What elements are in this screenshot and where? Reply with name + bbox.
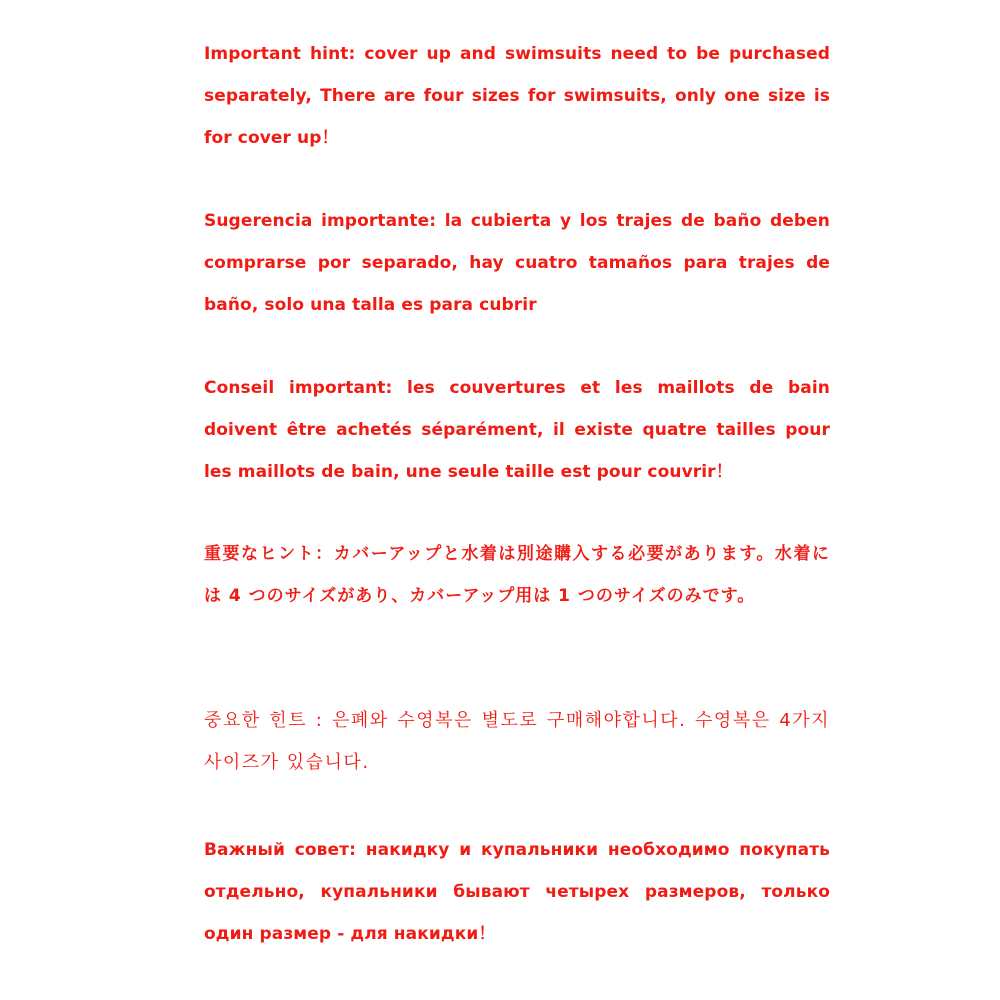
notice-english: Important hint: cover up and swimsuits need to be purchased separately, There are four sizes for swimsuits, only one size is for cover up！ — [204, 44, 830, 148]
notice-japanese: 重要なヒント：カバーアップと水着は別途購入する必要があります。水着には 4 つのサイズがあり、カバーアップ用は 1 つのサイズのみです。 — [204, 544, 830, 606]
notice-spanish: Sugerencia importante: la cubierta y los trajes de baño deben comprarse por separado, hay cuatro tamaños para trajes de baño, solo una talla es para cubrir — [204, 211, 830, 315]
notice-french: Conseil important: les couvertures et les maillots de bain doivent être achetés séparément, il existe quatre tailles pour les maillots de bain, une seule taille est pour couvrir！ — [204, 378, 830, 482]
notice-russian: Важный совет: накидку и купальники необходимо покупать отдельно, купальники бывают четырех размеров, только один размер - для накидки！ — [204, 840, 830, 944]
notice-korean: 중요한 힌트 : 은폐와 수영복은 별도로 구매해야합니다. 수영복은 4가지 사이즈가 있습니다. — [204, 710, 830, 773]
